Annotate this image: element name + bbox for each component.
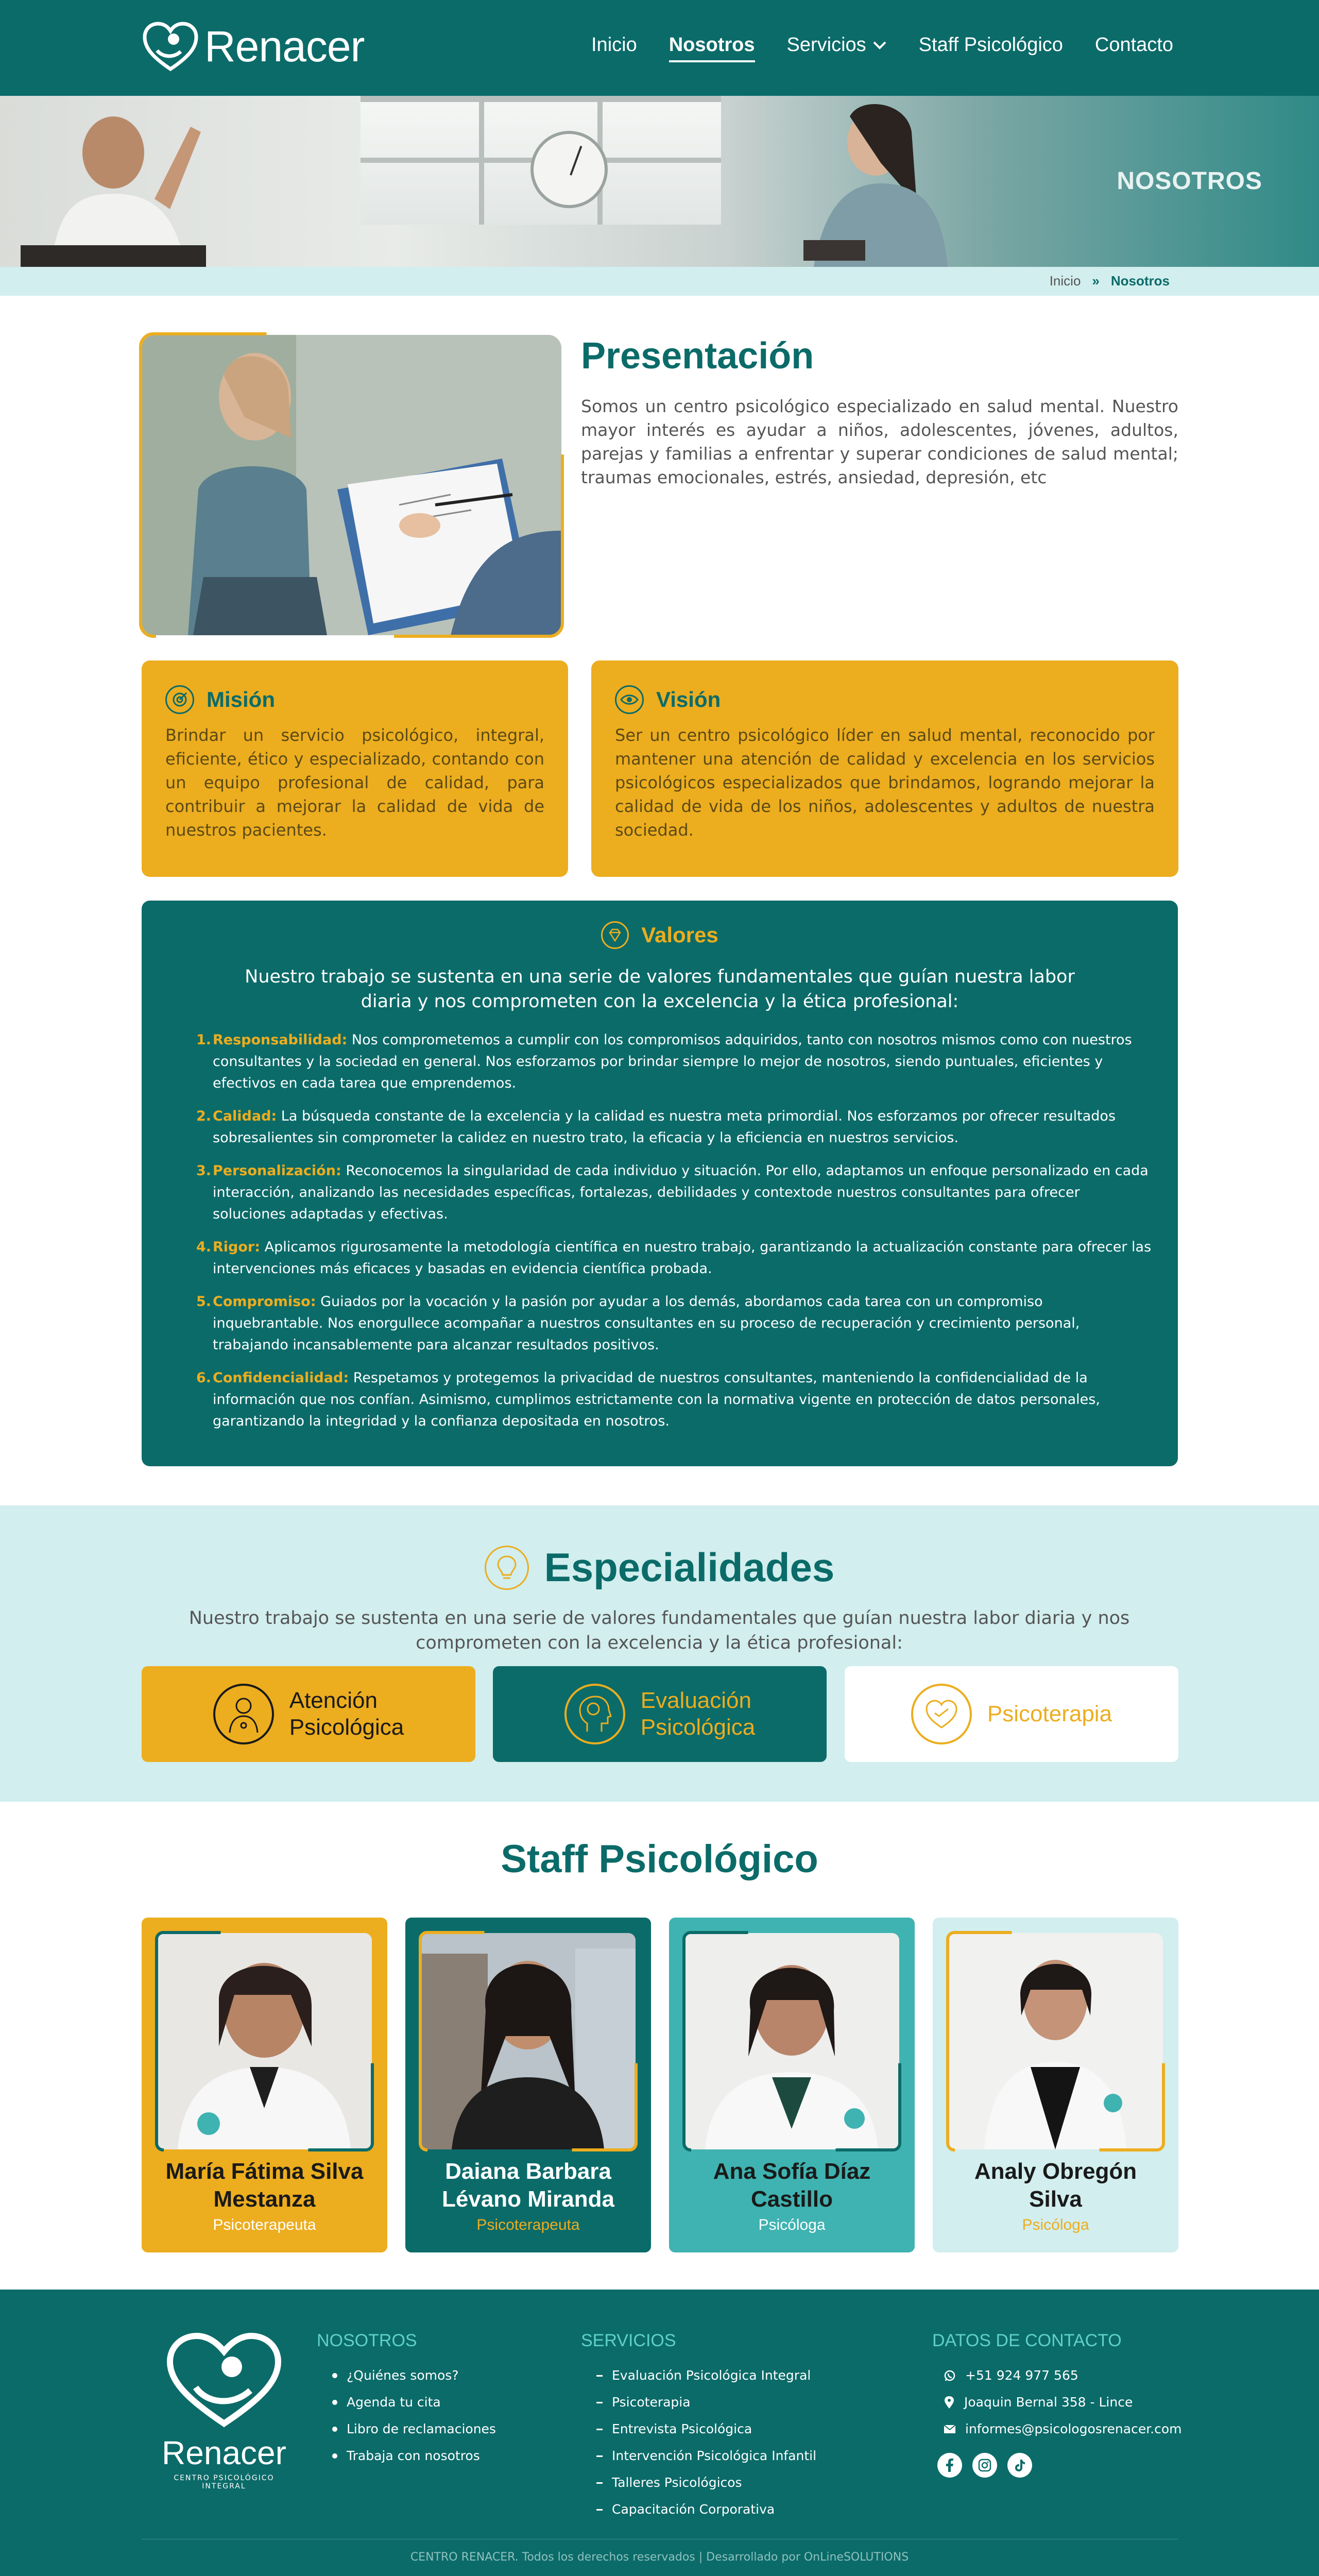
value-text: Aplicamos rigurosamente la metodología científica en nuestro trabajo, garantizando la actualización constante para ofrecer las intervenciones más eficaces y basadas en evidencia científica probada.: [213, 1239, 1152, 1277]
card-label-line2: Psicológica: [289, 1715, 404, 1740]
item-number: 2.: [196, 1108, 212, 1124]
target-icon: [165, 685, 194, 714]
value-key: Confidencialidad:: [213, 1370, 349, 1386]
location-pin-icon: [944, 2396, 955, 2409]
valores-list: [166, 1029, 1153, 1432]
staff-card[interactable]: [669, 1918, 915, 2252]
mision-card: [142, 660, 568, 877]
breadcrumb: [0, 267, 1319, 296]
nav-nosotros[interactable]: Nosotros: [669, 34, 755, 56]
staff-name: [669, 2158, 915, 2213]
head-brain-icon: [564, 1684, 625, 1744]
list-item: [196, 1367, 1153, 1432]
footer-logo[interactable]: [155, 2331, 294, 2490]
mail-icon: [944, 2425, 956, 2434]
footer-link-label: Intervención Psicológica Infantil: [612, 2448, 817, 2463]
bullet-icon: [332, 2427, 337, 2432]
card-label: [641, 1687, 756, 1741]
staff-name-line1: María Fátima Silva: [165, 2159, 364, 2184]
contact-email-text: informes@psicologosrenacer.com: [965, 2421, 1182, 2436]
patient-image: [21, 106, 206, 267]
staff-card[interactable]: [405, 1918, 651, 2252]
item-number: 3.: [196, 1163, 212, 1179]
clock-image: [530, 131, 608, 208]
staff-name: [142, 2158, 387, 2213]
main-nav: [591, 34, 1173, 56]
value-text: Reconocemos la singularidad de cada individuo y situación. Por ello, adaptamos un enfoque personalizado en cada interacción, analizando las necesidades específicas, fortalezas, debilidades y contextode nuestros consultantes para ofrecer soluciones adaptadas y efectivas.: [213, 1163, 1149, 1222]
staff-photo: [684, 1933, 899, 2149]
dash-icon: [596, 2375, 603, 2377]
card-label: [289, 1687, 404, 1741]
item-number: 5.: [196, 1294, 212, 1310]
dash-icon: [596, 2402, 603, 2403]
footer-nosotros-title: NOSOTROS: [317, 2331, 417, 2350]
staff-photo: [421, 1933, 636, 2149]
footer-link-label: Evaluación Psicológica Integral: [612, 2368, 811, 2383]
value-text: Guiados por la vocación y la pasión por ayudar a los demás, abordamos cada tarea con un compromiso inquebrantable. Nos enorgullece acompañar a nuestros consultantes en su proceso de recuperación y crecimiento personal, trabajando incansablemente para alcanzar resultados positivos.: [213, 1294, 1080, 1353]
value-key: Responsabilidad:: [213, 1032, 348, 1048]
mision-text: Brindar un servicio psicológico, integral, eficiente, ético y especializado, contando con un equipo profesional de calidad, para contribuir a mejorar la calidad de vida de nuestros pacientes.: [165, 725, 544, 840]
nav-contacto[interactable]: Contacto: [1094, 34, 1173, 56]
footer-link[interactable]: [332, 2443, 496, 2469]
instagram-icon[interactable]: [972, 2453, 997, 2478]
footer-link-label: Talleres Psicológicos: [612, 2475, 742, 2490]
staff-name-line2: Castillo: [751, 2187, 833, 2212]
list-item: [196, 1106, 1153, 1149]
staff-name: [933, 2158, 1178, 2213]
value-text: La búsqueda constante de la excelencia y la calidad es nuestra meta primordial. Nos esforzamos por ofrecer resultados sobresalientes sin comprometer la calidez en nuestro trato, la eficacia y la eficiencia en nuestros servicios.: [213, 1108, 1116, 1146]
value-key: Calidad:: [213, 1108, 277, 1124]
especialidades-subtitle: Nuestro trabajo se sustenta en una serie de valores fundamentales que guían nuestra labor diaria y nos comprometen con la excelencia y la ética profesional:: [189, 1608, 1130, 1653]
presentation-text: Somos un centro psicológico especializado en salud mental. Nuestro mayor interés es ayudar a niños, adolescentes, jóvenes, adultos, parejas y familias a enfrentar y superar condiciones de salud mental; traumas emocionales, estrés, ansiedad, depresión, etc: [581, 396, 1178, 487]
footer-brand-name: Renacer: [162, 2434, 286, 2471]
staff-title: Staff Psicológico: [501, 1837, 818, 1881]
footer-link-label: Trabaja con nosotros: [347, 2448, 480, 2463]
facebook-icon[interactable]: [937, 2453, 962, 2478]
contact-phone[interactable]: [944, 2362, 1182, 2389]
card-label-line2: Psicológica: [640, 1715, 756, 1740]
vision-card: [591, 660, 1178, 877]
bullet-icon: [332, 2373, 337, 2378]
eye-icon: [615, 685, 644, 714]
tiktok-icon[interactable]: [1007, 2453, 1032, 2478]
bullet-icon: [332, 2453, 337, 2459]
footer-link[interactable]: [596, 2416, 816, 2443]
psychologist-icon: [213, 1684, 274, 1744]
staff-card[interactable]: [142, 1918, 387, 2252]
footer-servicios-title: SERVICIOS: [581, 2331, 676, 2350]
footer-link[interactable]: [332, 2416, 496, 2443]
footer-link-label: ¿Quiénes somos?: [347, 2368, 459, 2383]
especialidades-title: Especialidades: [544, 1545, 835, 1590]
item-number: 4.: [196, 1239, 212, 1255]
contact-email[interactable]: [944, 2416, 1182, 2443]
value-key: Personalización:: [213, 1163, 341, 1179]
card-label-line1: Atención: [289, 1688, 378, 1713]
page-banner: [0, 96, 1319, 267]
site-header: [0, 0, 1319, 96]
footer-nosotros: [317, 2331, 496, 2469]
presentation-title: Presentación: [581, 335, 814, 377]
staff-name: [405, 2158, 651, 2213]
mision-title: Misión: [207, 687, 275, 711]
list-item: [196, 1160, 1153, 1225]
heart-hands-icon: [911, 1684, 972, 1744]
especialidades-section: [0, 1505, 1319, 1802]
staff-name-line1: Ana Sofía Díaz: [713, 2159, 871, 2184]
dash-icon: [596, 2482, 603, 2484]
contact-address-text: Joaquin Bernal 358 - Lince: [964, 2395, 1133, 2410]
list-item: [196, 1236, 1153, 1280]
footer-link-label: Entrevista Psicológica: [612, 2421, 752, 2436]
nav-inicio[interactable]: Inicio: [591, 34, 637, 56]
banner-title: NOSOTROS: [1117, 167, 1262, 195]
contact-phone-text: +51 924 977 565: [965, 2368, 1078, 2383]
brand-logo[interactable]: [142, 21, 365, 72]
list-item: [196, 1291, 1153, 1356]
nav-servicios[interactable]: [787, 34, 887, 56]
site-footer: [0, 2290, 1319, 2576]
bullet-icon: [332, 2400, 337, 2405]
footer-link-label: Agenda tu cita: [347, 2395, 441, 2410]
staff-role: Psicóloga: [758, 2216, 826, 2233]
presentation-image: [142, 335, 561, 635]
staff-name-line2: Silva: [1029, 2187, 1082, 2212]
dash-icon: [596, 2455, 603, 2457]
footer-link-label: Capacitación Corporativa: [612, 2502, 775, 2517]
footer-contacto-title: DATOS DE CONTACTO: [932, 2331, 1122, 2350]
staff-photo: [948, 1933, 1163, 2149]
staff-name-line1: Analy Obregón: [974, 2159, 1137, 2184]
staff-photo: [157, 1933, 372, 2149]
staff-role: Psicoterapeuta: [213, 2216, 316, 2233]
card-evaluacion-psicologica[interactable]: [493, 1666, 827, 1762]
vision-title: Visión: [656, 687, 721, 711]
card-label-line1: Psicoterapia: [987, 1701, 1112, 1726]
footer-link[interactable]: [596, 2469, 816, 2496]
footer-link[interactable]: [596, 2496, 816, 2523]
value-text: Respetamos y protegemos la privacidad de nuestros consultantes, manteniendo la confidencialidad de la información que nos confían. Asimismo, cumplimos estrictamente con la normativa vigente en protección de datos personales, garantizando la integridad y la confianza depositada en nosotros.: [213, 1370, 1100, 1429]
staff-name-line2: Mestanza: [213, 2187, 316, 2212]
footer-brand-tagline: CENTRO PSICOLÓGICO INTEGRAL: [174, 2474, 275, 2490]
breadcrumb-home[interactable]: Inicio: [1049, 273, 1081, 289]
valores-title: Valores: [641, 923, 718, 947]
dash-icon: [596, 2509, 603, 2511]
heart-hands-logo-icon: [142, 21, 199, 72]
nav-servicios-label: Servicios: [786, 34, 866, 56]
lightbulb-icon: [485, 1546, 529, 1590]
staff-name-line2: Lévano Miranda: [442, 2187, 614, 2212]
card-psicoterapia[interactable]: [845, 1666, 1178, 1762]
footer-link[interactable]: [332, 2362, 496, 2389]
footer-link[interactable]: [332, 2389, 496, 2416]
value-text: Nos comprometemos a cumplir con los compromisos adquiridos, tanto con nosotros mismos como con nuestros consultantes y la sociedad en general. Nos esforzamos por brindar siempre lo mejor de nosotros, siendo puntuales, eficientes y efectivos en cada tarea que emprendemos.: [213, 1032, 1132, 1091]
heart-hands-logo-icon: [155, 2331, 294, 2429]
item-number: 1.: [196, 1032, 212, 1048]
diamond-icon: [601, 921, 629, 949]
card-label-line1: Evaluación: [640, 1688, 751, 1713]
valores-section: [142, 901, 1178, 1466]
footer-servicios: [581, 2331, 816, 2523]
contact-address: [944, 2389, 1182, 2416]
footer-link-label: Psicoterapia: [612, 2395, 691, 2410]
footer-link[interactable]: [596, 2443, 816, 2469]
nav-staff[interactable]: Staff Psicológico: [918, 34, 1063, 56]
card-label: [987, 1701, 1112, 1727]
whatsapp-icon: [944, 2369, 956, 2382]
item-number: 6.: [196, 1370, 212, 1386]
value-key: Rigor:: [213, 1239, 261, 1255]
value-key: Compromiso:: [213, 1294, 316, 1310]
staff-name-line1: Daiana Barbara: [445, 2159, 611, 2184]
valores-intro: Nuestro trabajo se sustenta en una serie de valores fundamentales que guían nuestra labor diaria y nos comprometen con la excelencia y la ética profesional:: [245, 967, 1075, 1012]
chevron-down-icon: [872, 41, 887, 50]
staff-card[interactable]: [933, 1918, 1178, 2252]
brand-name: Renacer: [204, 22, 365, 71]
vision-text: Ser un centro psicológico líder en salud mental, reconocido por mantener una atención de calidad y excelencia en los servicios psicológicos especializados que brindamos, logrando mejorar la calidad de vida de los niños, adolescentes y adultos de nuestra sociedad.: [615, 725, 1155, 840]
card-atencion-psicologica[interactable]: [142, 1666, 475, 1762]
footer-link-label: Libro de reclamaciones: [347, 2421, 496, 2436]
staff-role: Psicóloga: [1022, 2216, 1089, 2233]
footer-link[interactable]: [596, 2389, 816, 2416]
social-links: [932, 2453, 1182, 2478]
breadcrumb-separator: »: [1092, 273, 1100, 289]
staff-role: Psicoterapeuta: [476, 2216, 580, 2233]
footer-contacto: [932, 2331, 1182, 2478]
breadcrumb-current: Nosotros: [1110, 273, 1170, 289]
list-item: [196, 1029, 1153, 1094]
copyright-text: CENTRO RENACER. Todos los derechos reservados | Desarrollado por OnLineSOLUTIONS: [410, 2551, 909, 2564]
dash-icon: [596, 2429, 603, 2430]
footer-link[interactable]: [596, 2362, 816, 2389]
therapist-image: [793, 101, 989, 267]
